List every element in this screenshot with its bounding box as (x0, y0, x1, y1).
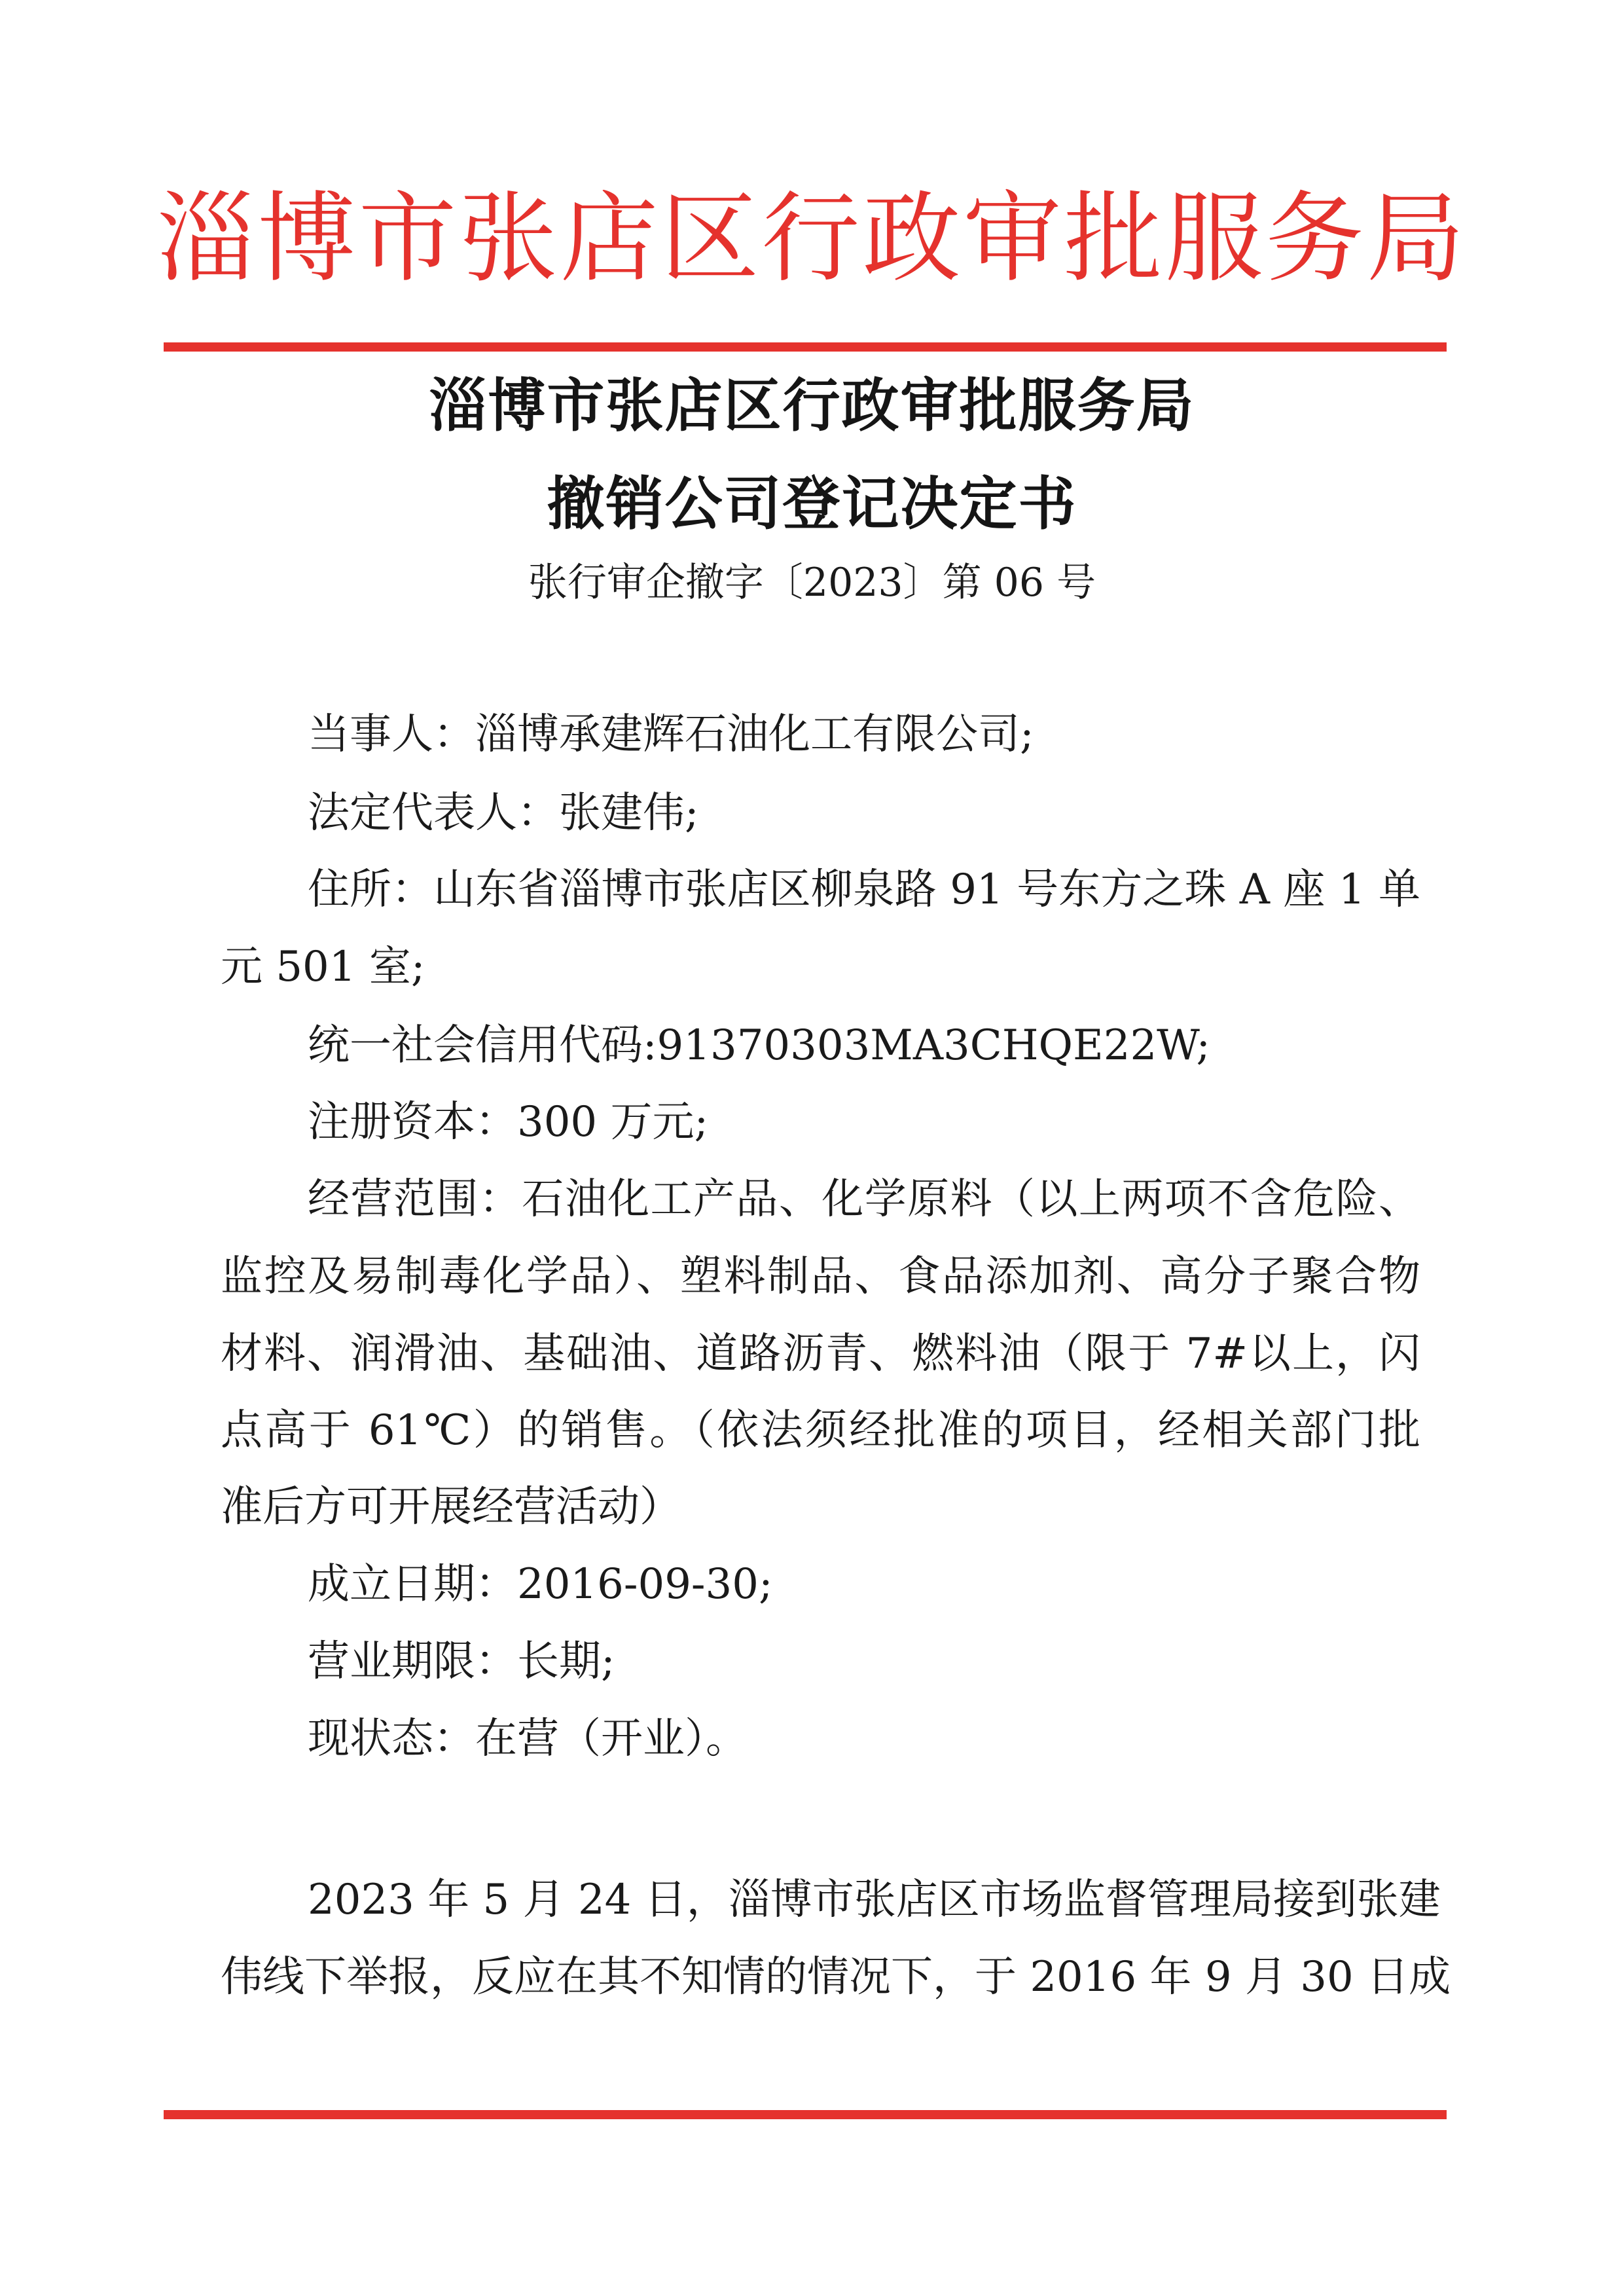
business-scope-line-1: 经营范围：石油化工产品、化学原料（以上两项不含危险、 (308, 1175, 1420, 1224)
agency-header-title: 淄博市张店区行政审批服务局 (156, 182, 1468, 296)
business-scope-line-3: 材料、润滑油、基础油、道路沥青、燃料油（限于 7#以上，闪 (221, 1330, 1420, 1378)
business-scope-line-5: 准后方可开展经营活动） (221, 1483, 681, 1531)
document-title-line2: 撤销公司登记决定书 (547, 469, 1077, 538)
address-line-2: 元 501 室; (221, 943, 425, 991)
party-line: 当事人：淄博承建辉石油化工有限公司; (308, 710, 1034, 759)
body-paragraph-line-2: 伟线下举报，反应在其不知情的情况下，于 2016 年 9 月 30 日成 (221, 1953, 1451, 2001)
credit-code-line: 统一社会信用代码:91370303MA3CHQE22W; (308, 1021, 1210, 1070)
current-status-line: 现状态：在营（开业）。 (308, 1715, 748, 1763)
legal-representative-line: 法定代表人：张建伟; (308, 789, 699, 837)
registered-capital-line: 注册资本：300 万元; (308, 1098, 709, 1146)
business-scope-line-4: 点高于 61℃）的销售。（依法须经批准的项目，经相关部门批 (221, 1406, 1420, 1455)
red-divider-bottom (164, 2110, 1447, 2119)
address-line-1: 住所：山东省淄博市张店区柳泉路 91 号东方之珠 A 座 1 单 (308, 866, 1420, 914)
document-number: 张行审企撤字〔2023〕第 06 号 (528, 560, 1096, 606)
business-scope-line-2: 监控及易制毒化学品）、塑料制品、食品添加剂、高分子聚合物 (221, 1252, 1420, 1301)
red-divider-top (164, 342, 1447, 352)
document-title-line1: 淄博市张店区行政审批服务局 (429, 371, 1195, 439)
body-paragraph-line-1: 2023 年 5 月 24 日，淄博市张店区市场监督管理局接到张建 (308, 1876, 1441, 1924)
business-term-line: 营业期限：长期; (308, 1637, 615, 1686)
establishment-date-line: 成立日期：2016-09-30; (308, 1560, 773, 1609)
